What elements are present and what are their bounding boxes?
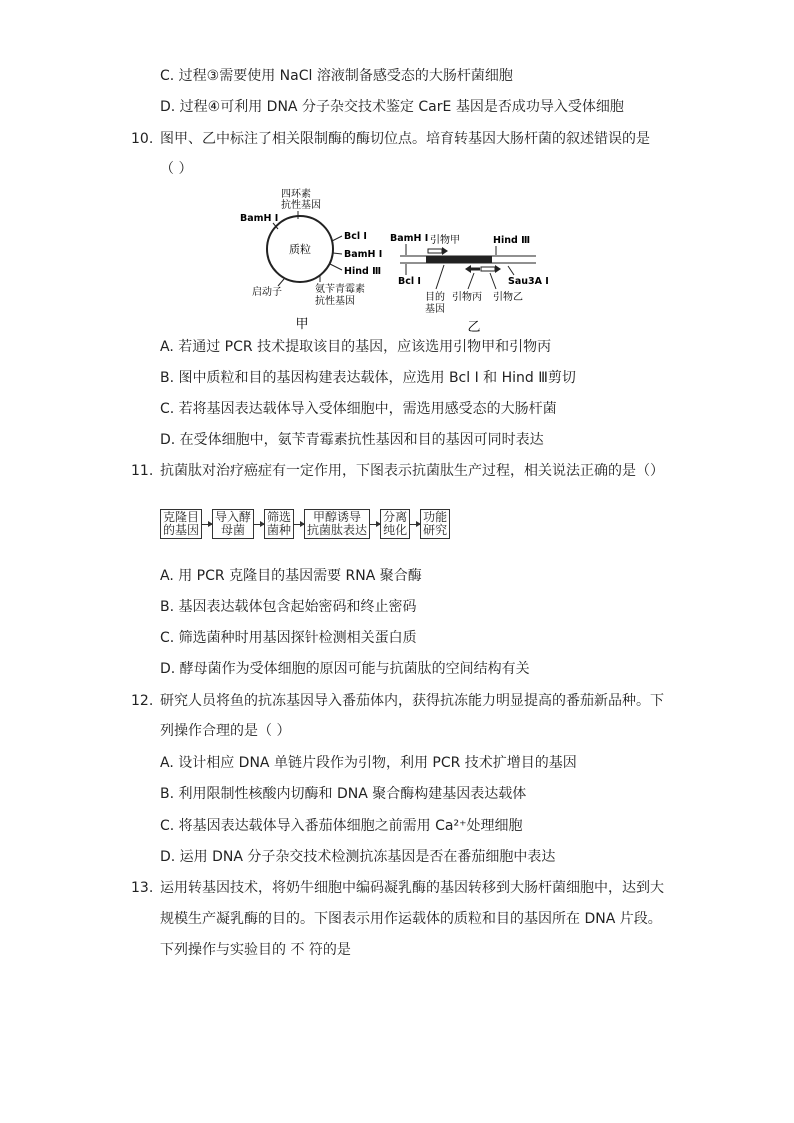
plasmid-label: 质粒 — [289, 243, 311, 256]
q12-option-a: A. 设计相应 DNA 单链片段作为引物，利用 PCR 技术扩增目的基因 — [160, 755, 577, 771]
bcli-pointer — [332, 236, 342, 241]
q11-option-a: A. 用 PCR 克隆目的基因需要 RNA 聚合酶 — [160, 568, 422, 584]
target-gene-label-1: 目的 — [425, 292, 445, 303]
plasmid-hindiii-site: Hind Ⅲ — [344, 266, 382, 277]
flow-arrow — [202, 524, 212, 525]
fragment-hindiii-site: Hind Ⅲ — [493, 235, 531, 246]
q11-option-d: D. 酵母菌作为受体细胞的原因可能与抗菌肽的空间结构有关 — [160, 661, 530, 677]
q11-option-c: C. 筛选菌种时用基因探针检测相关蛋白质 — [160, 630, 417, 646]
q11-process-flow — [160, 508, 450, 540]
q10-number: 10. — [131, 131, 154, 147]
q12-stem-line2: 列操作合理的是（ ） — [160, 723, 291, 739]
q11-option-b: B. 基因表达载体包含起始密码和终止密码 — [160, 599, 417, 615]
primer-bing-pointer — [468, 273, 474, 289]
hindiii-pointer — [330, 264, 342, 270]
flow-step-purify: 分离 纯化 — [380, 509, 410, 539]
amp-resistance-label-2: 抗性基因 — [315, 296, 355, 307]
q10-option-b: B. 图中质粒和目的基因构建表达载体，应选用 Bcl I 和 Hind Ⅲ剪切 — [160, 370, 576, 386]
q10-answer-bracket: （ ） — [160, 161, 193, 177]
q12-option-c: C. 将基因表达载体导入番茄体细胞之前需用 Ca²⁺处理细胞 — [160, 818, 523, 834]
q10-option-d: D. 在受体细胞中，氨苄青霉素抗性基因和目的基因可同时表达 — [160, 432, 544, 448]
q12-number: 12. — [131, 693, 154, 709]
q9-option-d: D. 过程④可利用 DNA 分子杂交技术鉴定 CarE 基因是否成功导入受体细胞 — [160, 99, 624, 115]
target-gene-pointer — [436, 265, 444, 289]
q13-number: 13. — [131, 880, 154, 896]
flow-step-methanol-induction: 甲醇诱导 抗菌肽表达 — [304, 509, 370, 539]
primer-bing-arrowhead — [465, 265, 471, 273]
target-gene-region — [426, 256, 492, 263]
plasmid-bcli-site: Bcl I — [344, 231, 367, 242]
primer-yi-arrow — [481, 267, 495, 271]
q9-option-c: C. 过程③需要使用 NaCl 溶液制备感受态的大肠杆菌细胞 — [160, 68, 513, 84]
q10-figure — [238, 183, 549, 335]
flow-step-screen-strain: 筛选 菌种 — [264, 509, 294, 539]
sau3ai-pointer — [508, 266, 514, 275]
q10-option-c: C. 若将基因表达载体导入受体细胞中，需选用感受态的大肠杆菌 — [160, 401, 557, 417]
q12-option-d: D. 运用 DNA 分子杂交技术检测抗冻基因是否在番茄细胞中表达 — [160, 849, 556, 865]
promoter-label: 启动子 — [252, 287, 282, 298]
primer-yi-pointer — [490, 273, 496, 289]
q12-option-b: B. 利用限制性核酸内切酶和 DNA 聚合酶构建基因表达载体 — [160, 786, 527, 802]
q13-stem-line1: 运用转基因技术，将奶牛细胞中编码凝乳酶的基因转移到大肠杆菌细胞中，达到大 — [160, 880, 664, 896]
bamhi2-pointer — [333, 253, 342, 254]
flow-arrow — [370, 524, 380, 525]
flow-arrow — [294, 524, 304, 525]
flow-step-clone-gene: 克隆目 的基因 — [160, 509, 202, 539]
q12-stem-line1: 研究人员将鱼的抗冻基因导入番茄体内，获得抗冻能力明显提高的番茄新品种。下 — [160, 693, 664, 709]
flow-step-transform-yeast: 导入酵 母菌 — [212, 509, 254, 539]
plasmid-bamhi-site: BamH I — [240, 213, 279, 224]
flow-arrow — [410, 524, 420, 525]
primer-bing-label: 引物丙 — [452, 292, 482, 303]
fragment-bamhi-site: BamH I — [390, 233, 429, 244]
plasmid-bamhi-site-2: BamH I — [344, 249, 383, 260]
figure-jia-caption: 甲 — [295, 317, 309, 332]
q11-stem: 抗菌肽对治疗癌症有一定作用，下图表示抗菌肽生产过程，相关说法正确的是（） — [160, 463, 664, 479]
primer-jia-label: 引物甲 — [430, 235, 460, 246]
q10-stem: 图甲、乙中标注了相关限制酶的酶切位点。培育转基因大肠杆菌的叙述错误的是 — [160, 131, 650, 147]
primer-jia-arrow — [428, 249, 442, 253]
q13-stem-line3: 下列操作与实验目的 不 符的是 — [160, 942, 351, 958]
target-gene-label-2: 基因 — [425, 304, 445, 315]
primer-yi-arrowhead — [495, 265, 501, 273]
promoter-pointer — [278, 279, 284, 286]
fragment-sau3ai-site: Sau3A I — [508, 276, 549, 287]
tet-resistance-label-1: 四环素 — [281, 189, 311, 200]
fragment-bcli-site: Bcl I — [398, 276, 421, 287]
primer-yi-label: 引物乙 — [493, 292, 523, 303]
primer-jia-arrowhead — [442, 247, 448, 255]
q13-stem-line2: 规模生产凝乳酶的目的。下图表示用作运载体的质粒和目的基因所在 DNA 片段。 — [160, 911, 662, 927]
flow-step-function-study: 功能 研究 — [420, 509, 450, 539]
figure-yi-caption: 乙 — [467, 320, 481, 335]
q10-option-a: A. 若通过 PCR 技术提取该目的基因，应该选用引物甲和引物丙 — [160, 339, 552, 355]
amp-resistance-label-1: 氨苄青霉素 — [315, 284, 365, 295]
tet-resistance-label-2: 抗性基因 — [281, 200, 321, 211]
q11-number: 11. — [131, 463, 154, 479]
flow-arrow — [254, 524, 264, 525]
